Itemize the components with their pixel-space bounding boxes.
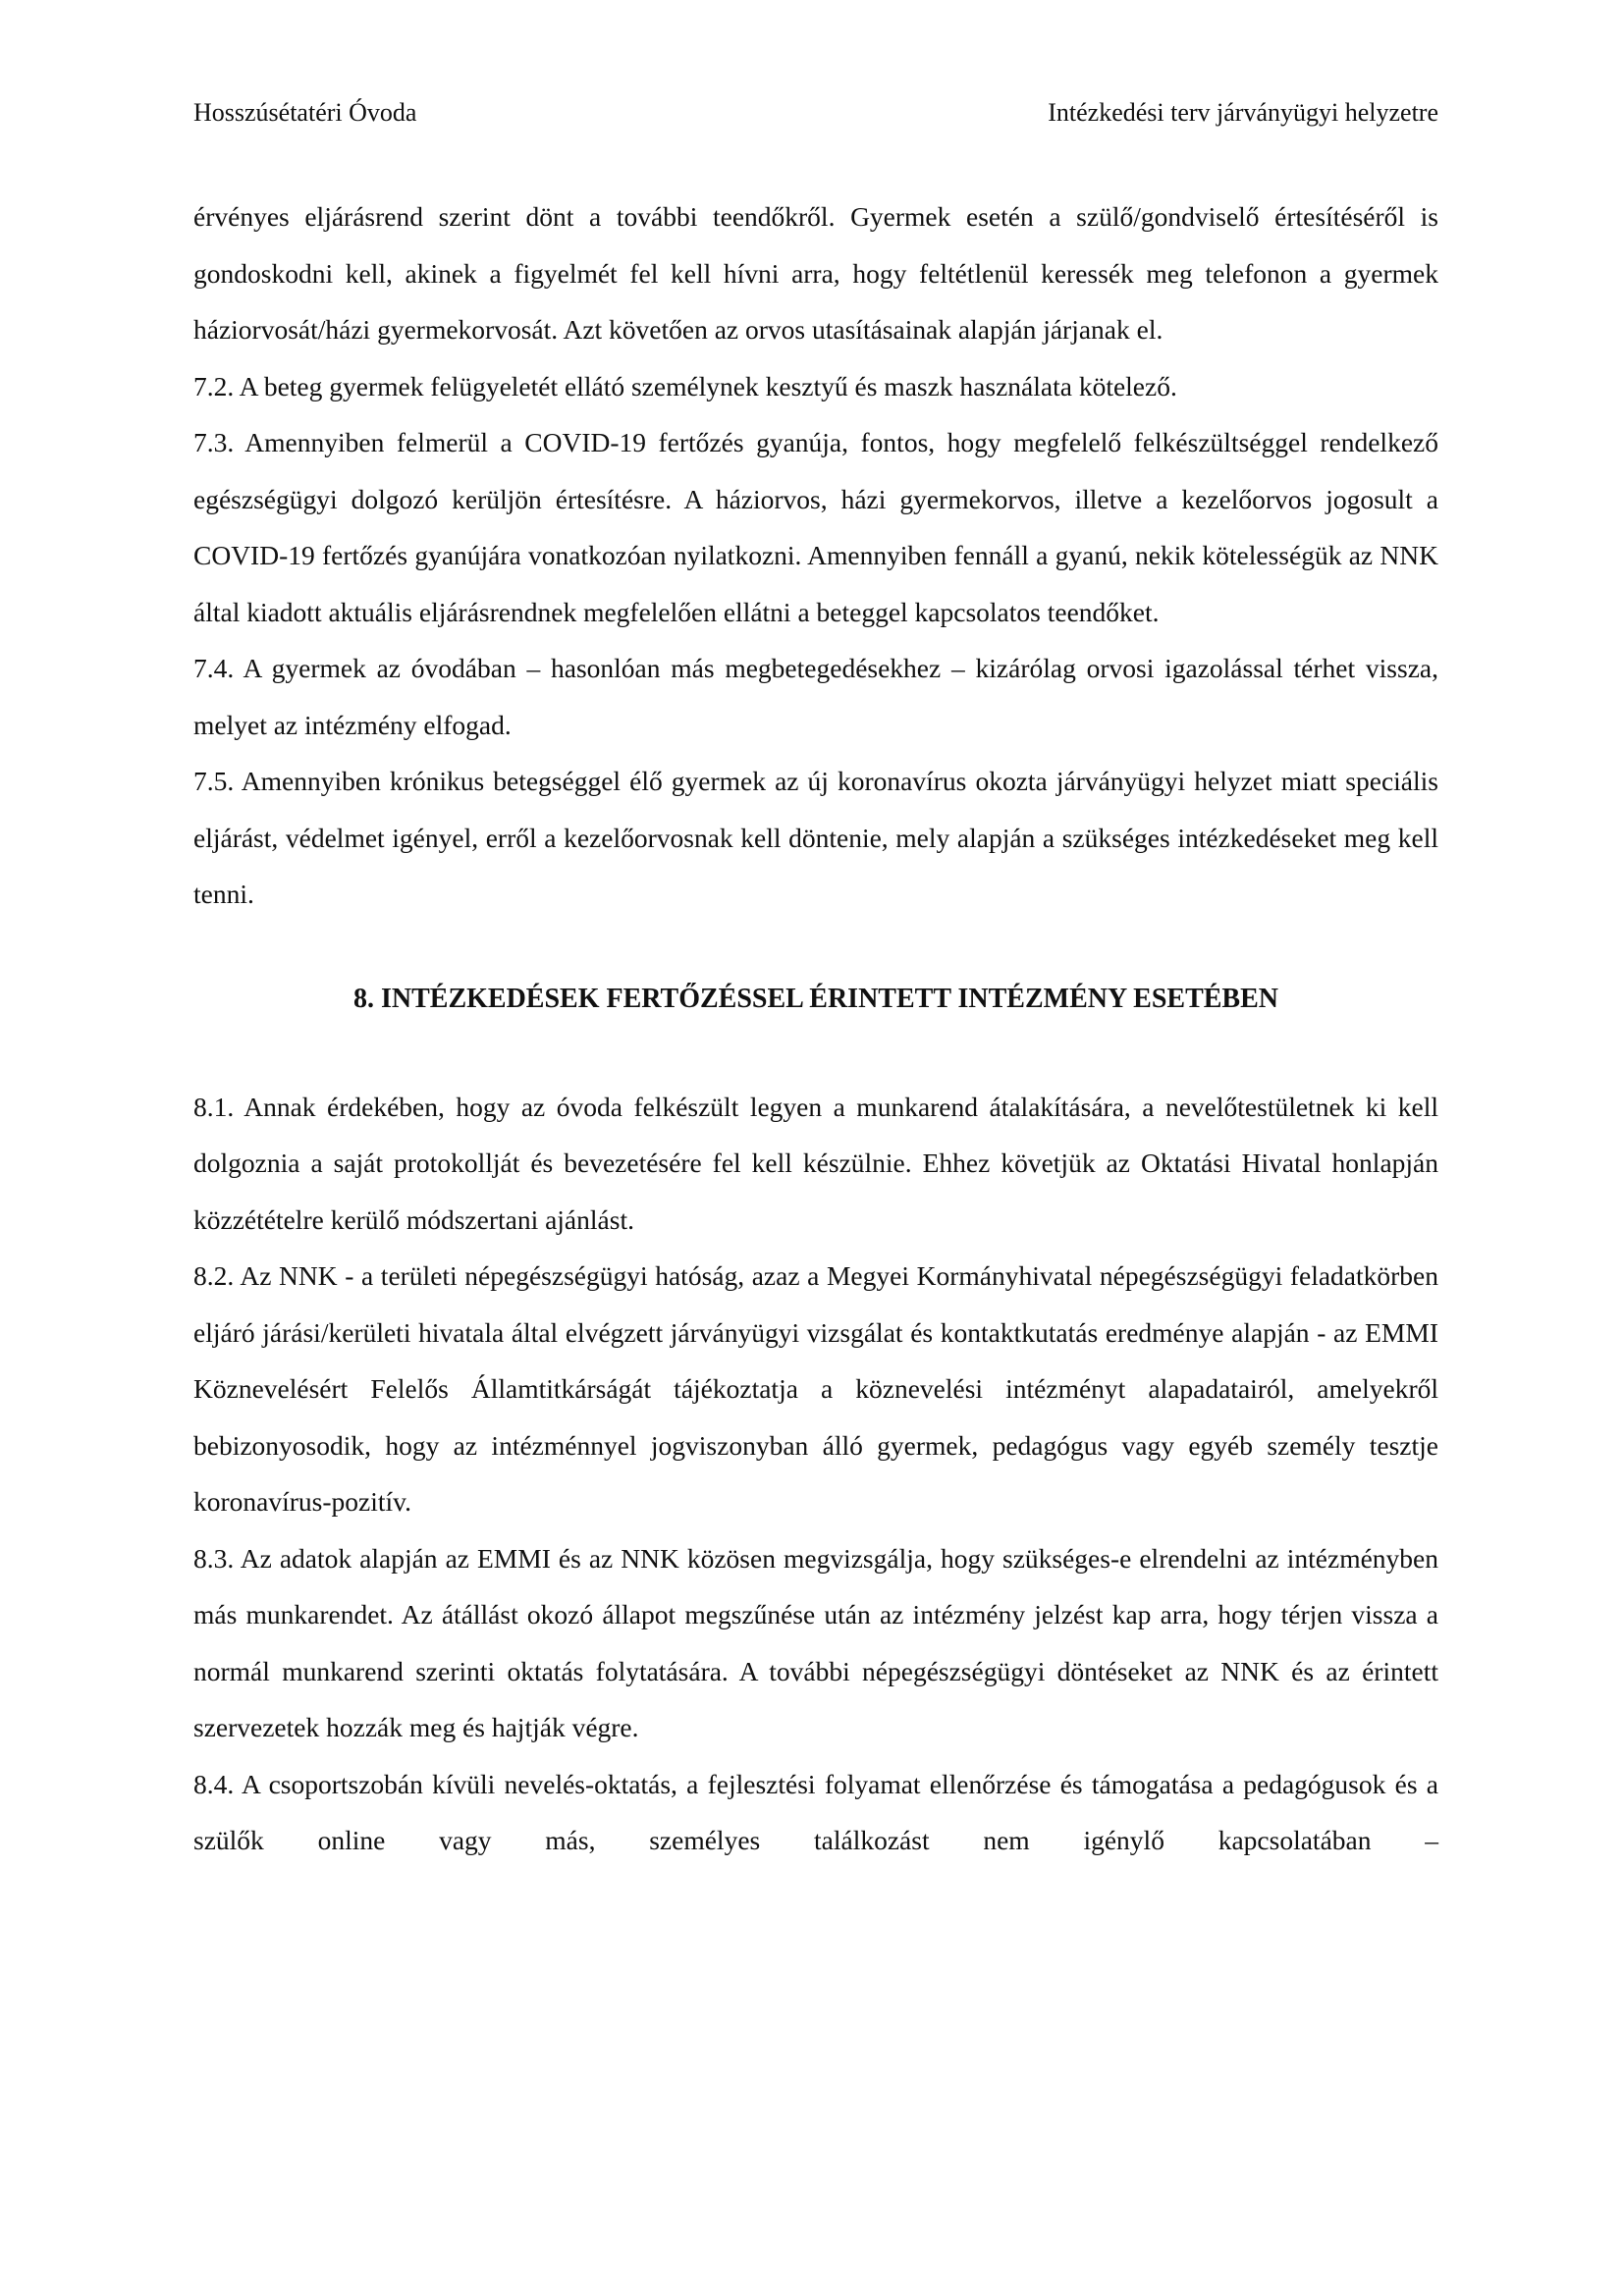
paragraph-8-2: 8.2. Az NNK - a területi népegészségügyi hatóság, azaz a Megyei Kormányhivatal népegészségügyi feladatkörben eljáró járási/kerületi hivatala által elvégzett járványügyi vizsgálat és kontaktkutatás eredménye alapján - az EMMI Köznevelésért Felelős Államtitkárságát tájékoztatja a köznevelési intézményt alapadatairól, amelyekről bebizonyosodik, hogy az intézménnyel jogviszonyban álló gyermek, pedagógus vagy egyéb személy tesztje koronavírus-pozitív. xyxy=(193,1260,1438,1517)
paragraph-7-4: 7.4. A gyermek az óvodában – hasonlóan más megbetegedésekhez – kizárólag orvosi igazolással térhet vissza, melyet az intézmény elfogad. xyxy=(193,653,1438,740)
header-institution-name: Hosszúsétatéri Óvoda xyxy=(193,98,417,127)
page-header xyxy=(193,96,1438,130)
paragraph-7-5: 7.5. Amennyiben krónikus betegséggel élő gyermek az új koronavírus okozta járványügyi helyzet miatt speciális eljárást, védelmet igényel, erről a kezelőorvosnak kell döntenie, mely alapján a szükséges intézkedéseket meg kell tenni. xyxy=(193,766,1438,909)
paragraph-8-4: 8.4. A csoportszobán kívüli nevelés-oktatás, a fejlesztési folyamat ellenőrzése és támogatása a pedagógusok és a szülők online vagy más, személyes találkozást nem igénylő kapcsolatában – xyxy=(193,1768,1438,1855)
paragraph-8-3: 8.3. Az adatok alapján az EMMI és az NNK közösen megvizsgálja, hogy szükséges-e elrendelni az intézményben más munkarendet. Az átállást okozó állapot megszűnése után az intézmény jelzést kap arra, hogy térjen vissza a normál munkarend szerinti oktatás folytatására. A további népegészségügyi döntéseket az NNK és az érintett szervezetek hozzák meg és hajtják végre. xyxy=(193,1542,1438,1742)
paragraph-8-1: 8.1. Annak érdekében, hogy az óvoda felkészült legyen a munkarend átalakítására, a nevelőtestületnek ki kell dolgoznia a saját protokollját és bevezetésére fel kell készülnie. Ehhez követjük az Oktatási Hivatal honlapján közzétételre kerülő módszertani ajánlást. xyxy=(193,1091,1438,1235)
document-body xyxy=(193,188,1438,1869)
paragraph-7-2: 7.2. A beteg gyermek felügyeletét ellátó személynek kesztyű és maszk használata kötelező. xyxy=(193,370,1177,401)
header-document-title: Intézkedési terv járványügyi helyzetre xyxy=(1048,98,1438,127)
paragraph-7-1-continuation: érvényes eljárásrend szerint dönt a további teendőkről. Gyermek esetén a szülő/gondviselő értesítéséről is gondoskodni kell, akinek a figyelmét fel kell hívni arra, hogy feltétlenül keressék meg telefonon a gyermek háziorvosát/házi gyermekorvosát. Azt követően az orvos utasításainak alapján járjanak el. xyxy=(193,201,1438,345)
section-8-heading: 8. INTÉZKEDÉSEK FERTŐZÉSSEL ÉRINTETT INTÉZMÉNY ESETÉBEN xyxy=(352,983,1278,1014)
paragraph-7-3: 7.3. Amennyiben felmerül a COVID-19 fertőzés gyanúja, fontos, hogy megfelelő felkészültséggel rendelkező egészségügyi dolgozó kerüljön értesítésre. A háziorvos, házi gyermekorvos, illetve a kezelőorvos jogosult a COVID-19 fertőzés gyanújára vonatkozóan nyilatkozni. Amennyiben fennáll a gyanú, nekik kötelességük az NNK által kiadott aktuális eljárásrendnek megfelelően ellátni a beteggel kapcsolatos teendőket. xyxy=(193,427,1438,627)
